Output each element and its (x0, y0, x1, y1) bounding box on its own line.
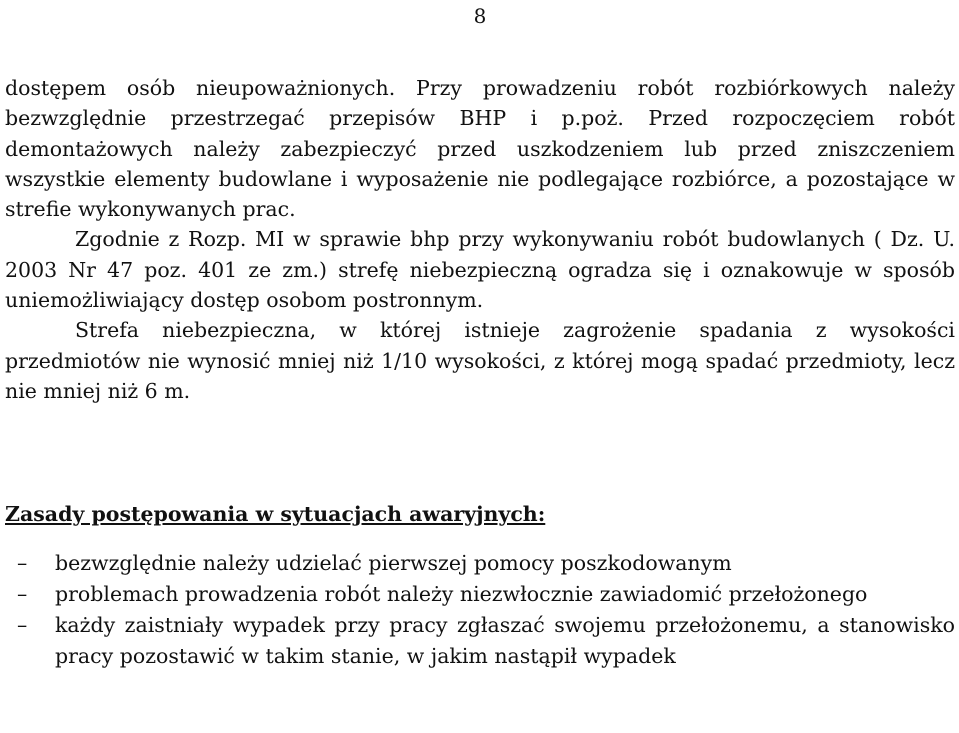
dash-bullet: – (17, 551, 28, 575)
list-item-text: bezwzględnie należy udzielać pierwszej pomocy poszkodowanym (55, 551, 732, 575)
list-item-text: każdy zaistniały wypadek przy pracy zgłaszać swojemu przełożonemu, a stanowisko pracy pozostawić w takim stanie, w jakim nastąpił wypadek (55, 613, 955, 668)
emergency-procedures-list (5, 548, 955, 672)
list-item (5, 548, 955, 579)
page-number: 8 (473, 4, 487, 28)
body-text (5, 73, 955, 406)
dash-bullet: – (17, 582, 28, 606)
paragraph-danger-zone-regulation: Zgodnie z Rozp. MI w sprawie bhp przy wykonywaniu robót budowlanych ( Dz. U. 2003 Nr 47 poz. 401 ze zm.) strefę niebezpieczną ogradza się i oznakowuje w sposób uniemożliwiający dostęp osobom postronnym. (5, 227, 955, 313)
list-item (5, 579, 955, 610)
document-page (5, 0, 955, 733)
paragraph-danger-zone-size: Strefa niebezpieczna, w której istnieje zagrożenie spadania z wysokości przedmiotów nie wynosić mniej niż 1/10 wysokości, z której mogą spadać przedmioty, lecz nie mniej niż 6 m. (5, 318, 955, 403)
list-item-text: problemach prowadzenia robót należy niezwłocznie zawiadomić przełożonego (55, 582, 868, 606)
dash-bullet: – (17, 613, 28, 637)
paragraph-site-safety: dostępem osób nieupoważnionych. Przy prowadzeniu robót rozbiórkowych należy bezwzględnie przestrzegać przepisów BHP i p.poż. Przed rozpoczęciem robót demontażowych należy zabezpieczyć przed uszkodzeniem lub przed zniszczeniem wszystkie elementy budowlane i wyposażenie nie podlegające rozbiórce, a pozostające w strefie wykonywanych prac. (5, 76, 955, 222)
list-item (5, 610, 955, 672)
emergency-procedures-heading: Zasady postępowania w sytuacjach awaryjnych: (5, 502, 546, 526)
